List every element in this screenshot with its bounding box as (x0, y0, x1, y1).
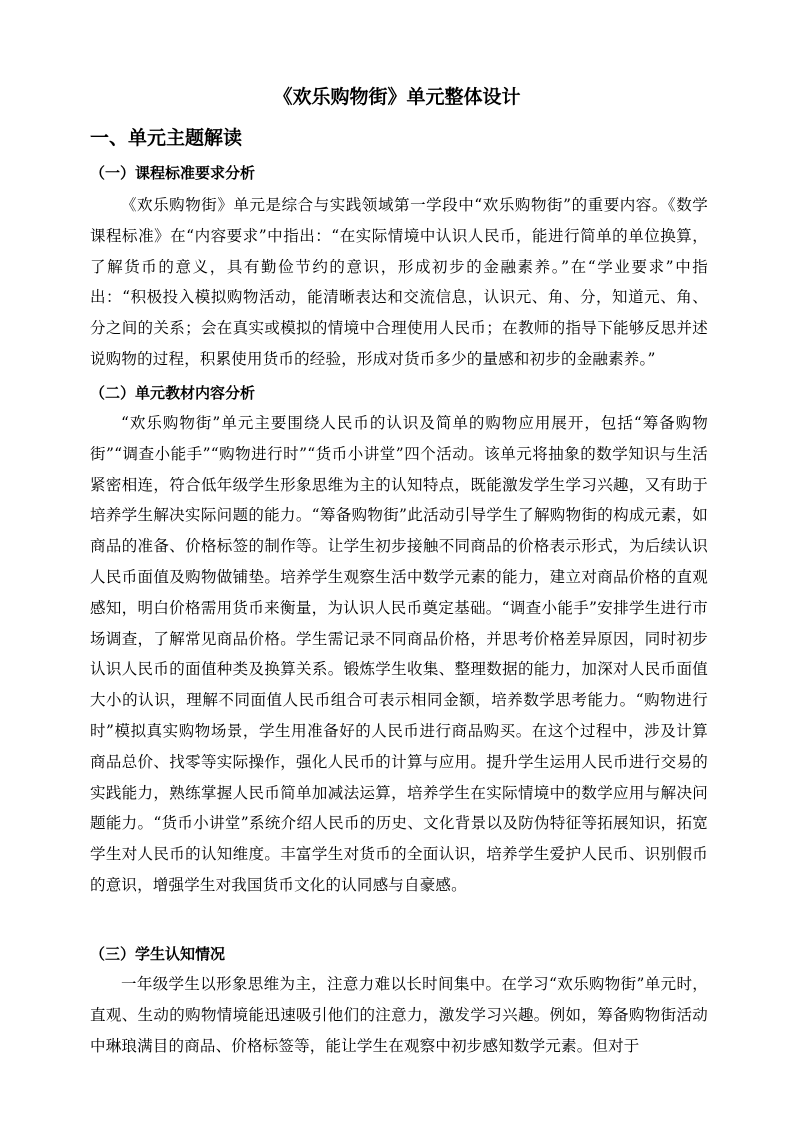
paragraph-student-cognition: 一年级学生以形象思维为主，注意力难以长时间集中。在学习“欢乐购物街”单元时，直观、生动的购物情境能迅速吸引他们的注意力，激发学习兴趣。例如，筹备购物街活动中琳琅满目的商品、价格标签等，能让学生在观察中初步感知数学元素。但对于 (90, 975, 708, 1055)
document-title: 《欢乐购物街》单元整体设计 (273, 86, 521, 108)
section-heading-unit-theme: 一、单元主题解读 (90, 127, 243, 149)
paragraph-curriculum-standard: 《欢乐购物街》单元是综合与实践领域第一学段中“欢乐购物街”的重要内容。《数学课程标准》在“内容要求”中指出：“在实际情境中认识人民币，能进行简单的单位换算，了解货币的意义，具有勤俭节约的意识，形成初步的金融素养。”在“学业要求”中指出：“积极投入模拟购物活动，能清晰表达和交流信息，认识元、角、分，知道元、角、分之间的关系；会在真实或模拟的情境中合理使用人民币；在教师的指导下能够反思并述说购物的过程，积累使用货币的经验，形成对货币多少的量感和初步的金融素养。” (90, 196, 708, 368)
subheading-curriculum-standard: （一）课程标准要求分析 (90, 164, 256, 182)
subheading-textbook-content: （二）单元教材内容分析 (90, 384, 256, 402)
paragraph-textbook-content: “欢乐购物街”单元主要围绕人民币的认识及简单的购物应用展开，包括“筹备购物街”“调查小能手”“购物进行时”“货币小讲堂”四个活动。该单元将抽象的数学知识与生活紧密相连，符合低年级学生形象思维为主的认知特点，既能激发学生学习兴趣，又有助于培养学生解决实际问题的能力。“筹备购物街”此活动引导学生了解购物街的构成元素，如商品的准备、价格标签的制作等。让学生初步接触不同商品的价格表示形式，为后续认识人民币面值及购物做铺垫。培养学生观察生活中数学元素的能力，建立对商品价格的直观感知，明白价格需用货币来衡量，为认识人民币奠定基础。“调查小能手”安排学生进行市场调查，了解常见商品价格。学生需记录不同商品价格，并思考价格差异原因，同时初步认识人民币的面值种类及换算关系。锻炼学生收集、整理数据的能力，加深对人民币面值大小的认识，理解不同面值人民币组合可表示相同金额，培养数学思考能力。“购物进行时”模拟真实购物场景，学生用准备好的人民币进行商品购买。在这个过程中，涉及计算商品总价、找零等实际操作，强化人民币的计算与应用。提升学生运用人民币进行交易的实践能力，熟练掌握人民币简单加减法运算，培养学生在实际情境中的数学应用与解决问题能力。“货币小讲堂”系统介绍人民币的历史、文化背景以及防伪特征等拓展知识，拓宽学生对人民币的认知维度。丰富学生对货币的全面认识，培养学生爱护人民币、识别假币的意识，增强学生对我国货币文化的认同感与自豪感。 (90, 414, 708, 894)
subheading-student-cognition: （三）学生认知情况 (90, 945, 226, 963)
